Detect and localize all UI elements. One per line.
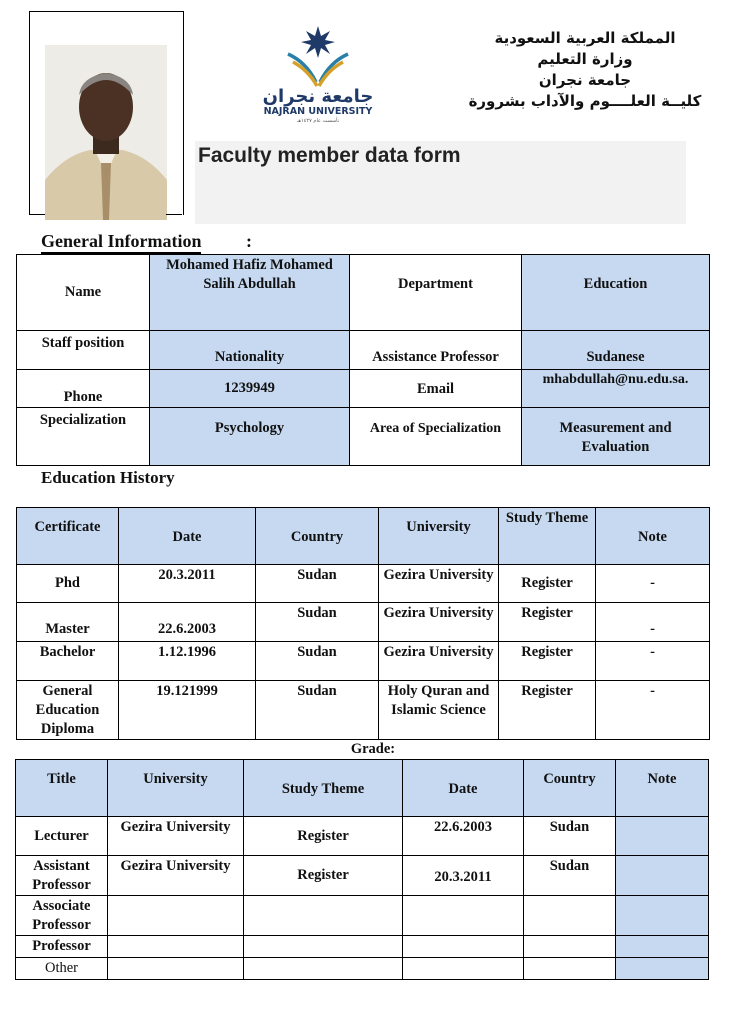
table-row: [17, 642, 710, 681]
form-title: Faculty member data form: [198, 144, 461, 167]
country-cell[interactable]: [524, 936, 616, 958]
country-cell: Sudan: [256, 642, 379, 681]
arabic-line: كليــة العلــــوم والآداب بشرورة: [468, 92, 702, 110]
table-row: [16, 817, 709, 856]
table-row: [17, 255, 710, 331]
general-info-colon: :: [246, 231, 252, 251]
column-header: Date: [119, 508, 256, 565]
specialization-label: Specialization: [17, 408, 150, 466]
study-theme-cell: Register: [499, 681, 596, 740]
note-cell: -: [596, 603, 710, 642]
grade-heading: Grade:: [350, 741, 396, 757]
name-label: Name: [17, 255, 150, 331]
nationality-label: Nationality: [150, 331, 350, 370]
table-header-row: [16, 760, 709, 817]
table-row: [17, 370, 710, 408]
najran-university-logo: [258, 24, 378, 124]
university-cell[interactable]: [108, 896, 244, 936]
table-row: [16, 958, 709, 980]
university-cell: Gezira University: [108, 817, 244, 856]
study-theme-cell[interactable]: [244, 896, 403, 936]
education-history-table: [16, 507, 710, 740]
note-cell[interactable]: [616, 817, 709, 856]
general-info-heading: General Information: [41, 230, 201, 254]
star-icon: [301, 26, 335, 58]
study-theme-cell: Register: [499, 642, 596, 681]
nationality-value: Sudanese: [522, 331, 710, 370]
table-row: [16, 896, 709, 936]
column-header: Study Theme: [499, 508, 596, 565]
department-label: Department: [350, 255, 522, 331]
title-cell: Other: [16, 958, 108, 980]
note-cell[interactable]: [616, 896, 709, 936]
note-cell: -: [596, 565, 710, 603]
arabic-line: وزارة التعليم: [537, 50, 633, 68]
certificate-cell: Master: [17, 603, 119, 642]
date-cell: 20.3.2011: [119, 565, 256, 603]
university-cell: Gezira University: [108, 856, 244, 896]
name-value: Mohamed Hafiz Mohamed Salih Abdullah: [150, 255, 350, 331]
column-header: Title: [16, 760, 108, 817]
staff-position-value: Assistance Professor: [350, 331, 522, 370]
logo-english-name: NAJRAN UNIVERSITY: [263, 106, 373, 117]
column-header: Certificate: [17, 508, 119, 565]
date-cell[interactable]: [403, 896, 524, 936]
phone-label: Phone: [17, 370, 150, 408]
column-header: Note: [616, 760, 709, 817]
country-cell: Sudan: [256, 681, 379, 740]
study-theme-cell[interactable]: [244, 958, 403, 980]
date-cell[interactable]: [403, 958, 524, 980]
area-of-specialization-label: Area of Specialization: [350, 408, 522, 466]
certificate-cell: Phd: [17, 565, 119, 603]
table-row: [16, 856, 709, 896]
column-header: Note: [596, 508, 710, 565]
note-cell[interactable]: [616, 856, 709, 896]
grade-table: [15, 759, 709, 980]
date-cell: 20.3.2011: [403, 856, 524, 896]
university-cell[interactable]: [108, 958, 244, 980]
department-value: Education: [522, 255, 710, 331]
title-cell: Assistant Professor: [16, 856, 108, 896]
country-cell: Sudan: [524, 817, 616, 856]
certificate-cell: General Education Diploma: [17, 681, 119, 740]
study-theme-cell: Register: [244, 856, 403, 896]
title-cell: Associate Professor: [16, 896, 108, 936]
table-row: [17, 331, 710, 370]
wings-icon: [288, 54, 348, 86]
study-theme-cell: Register: [499, 603, 596, 642]
university-cell: Holy Quran and Islamic Science: [379, 681, 499, 740]
title-cell: Professor: [16, 936, 108, 958]
title-cell: Lecturer: [16, 817, 108, 856]
date-cell[interactable]: [403, 936, 524, 958]
arabic-line: جامعة نجران: [538, 71, 632, 89]
note-cell[interactable]: [616, 936, 709, 958]
email-label: Email: [350, 370, 522, 408]
study-theme-cell[interactable]: [244, 936, 403, 958]
country-cell: Sudan: [256, 603, 379, 642]
university-cell: Gezira University: [379, 603, 499, 642]
logo-tagline: تأسست عام ١٤٢٧هـ: [296, 118, 340, 124]
country-cell: Sudan: [524, 856, 616, 896]
column-header: Country: [256, 508, 379, 565]
country-cell: Sudan: [256, 565, 379, 603]
date-cell: 1.12.1996: [119, 642, 256, 681]
country-cell[interactable]: [524, 958, 616, 980]
note-cell[interactable]: [616, 958, 709, 980]
column-header: University: [108, 760, 244, 817]
country-cell[interactable]: [524, 896, 616, 936]
staff-position-label: Staff position: [17, 331, 150, 370]
date-cell: 22.6.2003: [403, 817, 524, 856]
table-row: [17, 408, 710, 466]
column-header: University: [379, 508, 499, 565]
table-row: [17, 603, 710, 642]
education-history-heading: Education History: [41, 468, 175, 487]
logo-arabic-name: جامعة نجران: [262, 86, 374, 107]
table-header-row: [17, 508, 710, 565]
university-cell: Gezira University: [379, 565, 499, 603]
photo-frame-edge: [166, 214, 182, 215]
university-cell[interactable]: [108, 936, 244, 958]
column-header: Study Theme: [244, 760, 403, 817]
email-value: mhabdullah@nu.edu.sa.: [522, 370, 710, 408]
university-cell: Gezira University: [379, 642, 499, 681]
note-cell: -: [596, 681, 710, 740]
phone-value: 1239949: [150, 370, 350, 408]
date-cell: 22.6.2003: [119, 603, 256, 642]
area-of-specialization-value: Measurement and Evaluation: [522, 408, 710, 466]
arabic-header: [460, 28, 710, 112]
study-theme-cell: Register: [244, 817, 403, 856]
date-cell: 19.121999: [119, 681, 256, 740]
table-row: [17, 565, 710, 603]
specialization-value: Psychology: [150, 408, 350, 466]
photo-frame-edge: [29, 214, 45, 215]
column-header: Country: [524, 760, 616, 817]
certificate-cell: Bachelor: [17, 642, 119, 681]
general-info-table: [16, 254, 710, 466]
portrait-image: [45, 45, 167, 220]
faculty-member-photo: [45, 45, 167, 220]
study-theme-cell: Register: [499, 565, 596, 603]
table-row: [16, 936, 709, 958]
arabic-line: المملكة العربية السعودية: [494, 29, 676, 47]
table-row: [17, 681, 710, 740]
column-header: Date: [403, 760, 524, 817]
note-cell: -: [596, 642, 710, 681]
